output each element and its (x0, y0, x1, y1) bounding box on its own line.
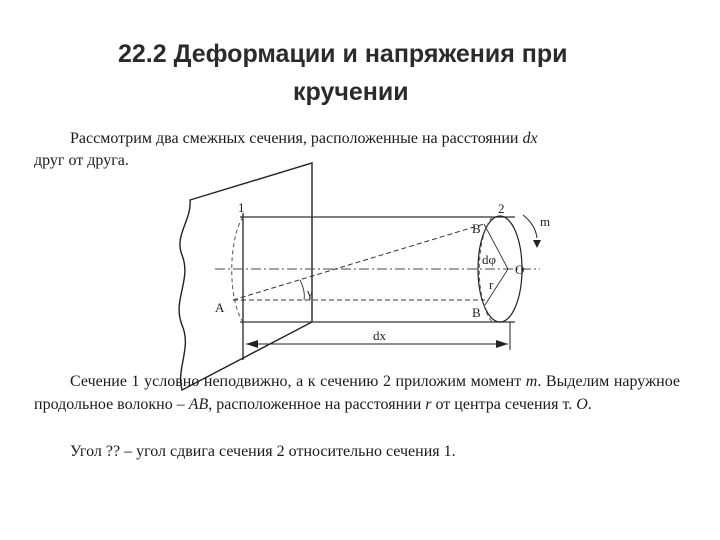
p1-text-1: Сечение 1 условно неподвижно, а к сечению 2 приложим момент (70, 373, 526, 390)
dx-arrow-left (246, 340, 258, 348)
p1-text-5: . (587, 396, 592, 413)
label-point-a: A (215, 300, 225, 315)
moment-arrowhead (533, 240, 541, 248)
label-angle-dphi: dφ (482, 252, 497, 267)
gamma-arc (300, 280, 304, 300)
p1-var-o: O (576, 396, 588, 413)
label-length-dx: dx (373, 328, 386, 343)
paragraph-shear-angle: Угол ?? – угол сдвига сечения 2 относительно сечения 1. (70, 443, 456, 460)
intro-text-start: Рассмотрим два смежных сечения, расположенные на расстоянии (70, 130, 523, 147)
moment-arc (523, 215, 537, 238)
label-section-2: 2 (498, 201, 505, 216)
intro-text-end: друг от друга. (34, 152, 129, 169)
p1-var-r: r (425, 396, 432, 413)
label-angle-gamma: γ (307, 285, 313, 300)
section-1-hidden-arc (232, 217, 243, 322)
intro-var-dx: dx (522, 130, 538, 147)
p1-text-3: , расположенное на расстоянии (208, 396, 426, 413)
label-point-b-bottom: B (472, 305, 481, 320)
p1-text-4: от центра сечения т. (431, 396, 577, 413)
label-section-1: 1 (238, 200, 245, 215)
section-2-hidden-arc (479, 217, 492, 322)
paragraph-section-fixed (34, 370, 680, 416)
label-center-o: O (515, 262, 525, 277)
dx-arrow-right (496, 340, 508, 348)
p1-text-2: . Выделим наружное продольное волокно – (34, 373, 680, 413)
title-line-1: 22.2 Деформации и напряжения при (118, 40, 568, 68)
p1-var-m: m (525, 373, 538, 390)
title-line-2: кручении (293, 78, 409, 106)
fiber-ab-deformed (233, 224, 484, 300)
wall-plate (179, 163, 312, 390)
p1-var-ab: AB (188, 396, 209, 413)
label-point-b-top: B (472, 221, 481, 236)
label-moment-m: m (540, 214, 551, 229)
label-radius-r: r (489, 277, 494, 292)
